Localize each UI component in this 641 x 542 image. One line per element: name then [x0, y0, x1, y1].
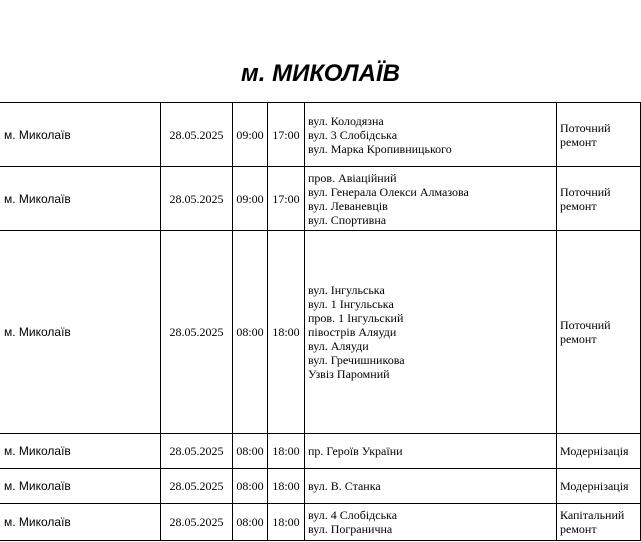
table-row	[0, 434, 641, 469]
end-time-cell: 18:00	[268, 469, 305, 504]
end-time-cell: 18:00	[268, 504, 305, 541]
table-row	[0, 103, 641, 167]
page-title: м. МИКОЛАЇВ	[241, 60, 400, 87]
street-name: вул. Генерала Олекси Алмазова	[308, 184, 469, 199]
work-type-cell: Капітальний ремонт	[557, 504, 641, 541]
start-time-cell: 09:00	[233, 103, 268, 167]
street-name: пров. 1 Інгульский	[308, 311, 404, 325]
end-time-cell: 18:00	[268, 434, 305, 469]
date-cell: 28.05.2025	[161, 504, 233, 541]
street-name: вул. 4 Слобідська	[308, 508, 398, 522]
street-name: вул. Спортивна	[308, 212, 387, 227]
table-row	[0, 469, 641, 504]
street-name: пр. Героїв України	[308, 444, 403, 458]
city-cell: м. Миколаїв	[0, 103, 161, 167]
table-row	[0, 167, 641, 231]
work-type-cell: Поточний ремонт	[557, 231, 641, 434]
table-row	[0, 231, 641, 434]
street-name: вул. Аляуди	[308, 339, 369, 353]
streets-cell	[305, 469, 557, 504]
city-cell: м. Миколаїв	[0, 504, 161, 541]
streets-cell	[305, 434, 557, 469]
street-name: вул. Леваневців	[308, 198, 388, 213]
street-name: вул. 1 Інгульська	[308, 297, 394, 311]
street-name: пров. Авіаційний	[308, 170, 397, 185]
street-name: вул. Колодязна	[308, 113, 384, 128]
street-name: вул. Погранична	[308, 522, 393, 536]
street-name: вул. Марка Кропивницького	[308, 141, 452, 156]
work-type-cell: Модернізація	[557, 434, 641, 469]
city-cell: м. Миколаїв	[0, 231, 161, 434]
date-cell: 28.05.2025	[161, 167, 233, 231]
start-time-cell: 08:00	[233, 469, 268, 504]
end-time-cell: 17:00	[268, 103, 305, 167]
city-cell: м. Миколаїв	[0, 434, 161, 469]
street-name: вул. Інгульська	[308, 283, 385, 297]
start-time-cell: 08:00	[233, 434, 268, 469]
end-time-cell: 17:00	[268, 167, 305, 231]
start-time-cell: 08:00	[233, 231, 268, 434]
street-name: вул. Гречишникова	[308, 353, 405, 367]
work-type-cell: Поточний ремонт	[557, 103, 641, 167]
work-type-cell: Поточний ремонт	[557, 167, 641, 231]
start-time-cell: 08:00	[233, 504, 268, 541]
streets-cell	[305, 167, 557, 231]
outage-schedule-table	[0, 102, 641, 541]
date-cell: 28.05.2025	[161, 434, 233, 469]
start-time-cell: 09:00	[233, 167, 268, 231]
table-row	[0, 504, 641, 541]
street-name: вул. В. Станка	[308, 479, 381, 493]
city-cell: м. Миколаїв	[0, 469, 161, 504]
street-name: вул. 3 Слобідська	[308, 127, 398, 142]
street-name: півострів Аляуди	[308, 325, 397, 339]
end-time-cell: 18:00	[268, 231, 305, 434]
streets-cell	[305, 231, 557, 434]
city-cell: м. Миколаїв	[0, 167, 161, 231]
work-type-cell: Модернізація	[557, 469, 641, 504]
date-cell: 28.05.2025	[161, 469, 233, 504]
date-cell: 28.05.2025	[161, 103, 233, 167]
streets-cell	[305, 103, 557, 167]
streets-cell	[305, 504, 557, 541]
street-name: Узвіз Паромний	[308, 367, 390, 381]
date-cell: 28.05.2025	[161, 231, 233, 434]
